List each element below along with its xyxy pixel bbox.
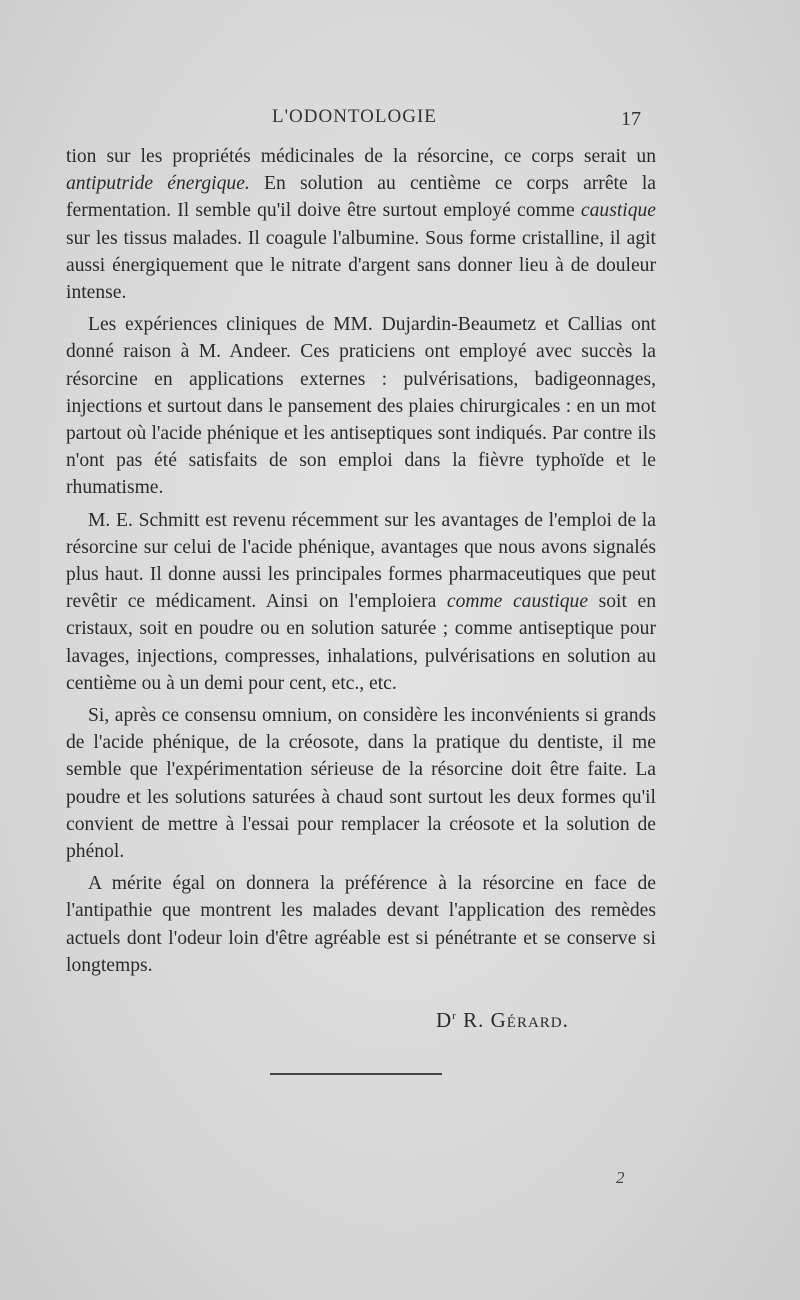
paragraph-3-text-b: soit en cristaux, soit en poudre ou en solution saturée ; comme antiseptique pour lavages, injections, compresses, inhalations, pulvérisations en solution au centième ou à un demi pour cent, etc., etc. — [66, 591, 656, 694]
paragraph-1-italic-a: antiputride énergique. — [66, 173, 250, 195]
article-body — [66, 143, 656, 984]
paragraph-3-text-a: M. E. Schmitt est revenu récemment sur les avantages de l'emploi de la résorcine sur celui de l'acide phénique, avantages que nous avons signalés plus haut. Il donne aussi les principales formes pharmaceutiques que peut revêtir ce médicament. Ainsi on l'emploiera — [66, 509, 656, 613]
signature-mark: 2 — [616, 1168, 625, 1187]
paragraph-3 — [66, 507, 656, 697]
paragraph-2: Les expériences cliniques de MM. Dujardin-Beaumetz et Callias ont donné raison à M. Andeer. Ces praticiens ont employé avec succès la résorcine en applications externes : pulvérisations, badigeonnages, injections et surtout dans le pansement des plaies chirurgicales : en un mot partout où l'acide phénique et les antiseptiques sont indiqués. Par contre ils n'ont pas été satisfaits de son emploi dans la fièvre typhoïde et le rhumatisme. — [66, 314, 656, 499]
signature-title-superscript: r — [452, 1010, 457, 1022]
paragraph-1-italic-b: caustique — [580, 200, 656, 222]
paragraph-1-text-b: En solution au centième ce corps arrête la fermentation. Il semble qu'il doive être surtout employé comme — [66, 173, 656, 222]
author-signature — [436, 1008, 569, 1033]
running-title: L'ODONTOLOGIE — [272, 106, 437, 127]
signature-title: D — [436, 1008, 453, 1032]
signature-initial: R. G — [463, 1008, 507, 1032]
end-rule — [270, 1073, 442, 1075]
paragraph-1 — [66, 143, 656, 306]
signature-surname: ÉRARD — [506, 1015, 563, 1031]
paragraph-1-text-a: tion sur les propriétés médicinales de la résorcine, ce corps serait un — [66, 146, 656, 167]
page-header — [0, 106, 800, 136]
paragraph-1-text-c: sur les tissus malades. Il coagule l'albumine. Sous forme cristalline, il agit aussi énergiquement que le nitrate d'argent sans donner lieu à de douleur intense. — [66, 227, 656, 304]
paragraph-5: A mérite égal on donnera la préférence à la résorcine en face de l'antipathie que montrent les malades devant l'application des remèdes actuels dont l'odeur loin d'être agréable est si pénétrante et se conserve si longtemps. — [66, 873, 656, 976]
paragraph-4: Si, après ce consensu omnium, on considère les inconvénients si grands de l'acide phénique, de la créosote, dans la pratique du dentiste, il me semble que l'expérimentation sérieuse de la résorcine doit être faite. La poudre et les solutions saturées à chaud sont surtout les deux formes qu'il convient de mettre à l'essai pour remplacer la créosote et la solution de phénol. — [66, 705, 656, 863]
paragraph-3-italic: comme caustique — [446, 591, 589, 613]
signature-period: . — [562, 1008, 569, 1032]
page-number: 17 — [621, 108, 641, 130]
